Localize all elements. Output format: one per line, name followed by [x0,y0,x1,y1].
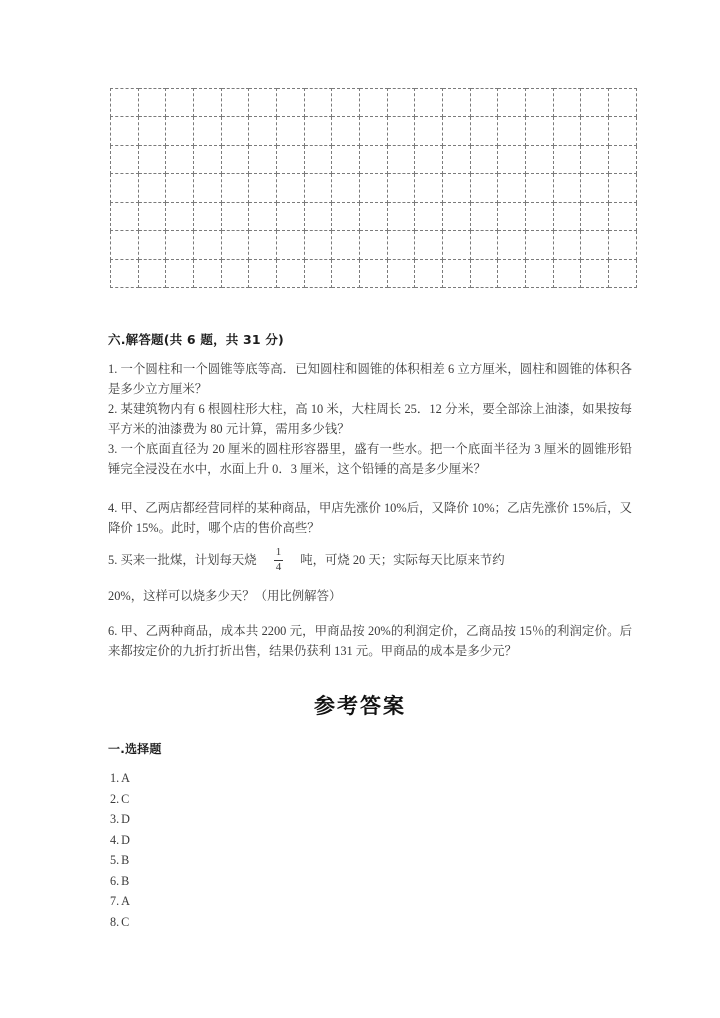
section-heading-one: 一.选择题 [108,742,162,756]
question-5 [108,545,632,607]
work-grid-cell [249,145,277,173]
work-grid-cell [526,202,554,230]
work-grid-cell [526,89,554,117]
work-grid-cell [249,231,277,259]
work-grid-cell [526,145,554,173]
work-grid-cell [332,259,360,287]
work-grid-cell [498,231,526,259]
answer-row [110,830,130,851]
work-grid-cell [609,174,637,202]
work-grid-cell [166,259,194,287]
work-grid-cell [332,202,360,230]
work-grid-cell [249,117,277,145]
answer-value: A [121,771,130,785]
work-grid-cell [498,117,526,145]
work-grid-cell [443,259,471,287]
work-grid-cell [138,117,166,145]
work-grid-cell [360,145,388,173]
answer-number: 6. [110,873,120,888]
work-grid-cell [443,145,471,173]
work-grid-cell [138,145,166,173]
answer-row [110,809,130,830]
work-grid-cell [111,174,139,202]
question-5-line-2: 20%，这样可以烧多少天？（用比例解答） [108,589,342,603]
work-grid-cell [138,174,166,202]
work-grid-cell [360,89,388,117]
work-grid-cell [443,89,471,117]
answer-value: C [121,791,130,806]
work-grid-cell [304,89,332,117]
work-grid-cell [221,231,249,259]
work-grid-cell [304,117,332,145]
work-grid-cell [470,89,498,117]
answer-number: 8. [110,914,120,929]
work-grid-cell [609,117,637,145]
work-grid-cell [221,259,249,287]
work-grid-cell [553,174,581,202]
work-grid-cell [221,174,249,202]
work-grid-cell [304,231,332,259]
answer-row [110,789,130,810]
work-grid-cell [111,145,139,173]
work-grid-cell [249,259,277,287]
work-grid-cell [526,117,554,145]
work-grid-cell [166,231,194,259]
work-grid-cell [360,231,388,259]
answer-value: B [121,853,130,867]
work-grid-cell [166,174,194,202]
work-grid-cell [194,231,222,259]
question-6: 6. 甲、乙两种商品，成本共 2200 元，甲商品按 20%的利润定价，乙商品按 15％的利润定价。后来都按定价的九折打折出售，结果仍获利 131 元。甲商品的成本是多少元？ [108,624,632,658]
question-2: 2. 某建筑物内有 6 根圆柱形大柱，高 10 米，大柱周长 25．12 分米，要全部涂上油漆，如果按每平方米的油漆费为 80 元计算，需用多少钱？ [108,402,632,436]
work-grid-cell [498,174,526,202]
answer-number: 3. [110,812,120,826]
work-grid-cell [553,117,581,145]
answer-value: A [121,894,130,908]
question-3: 3. 一个底面直径为 20 厘米的圆柱形容器里，盛有一些水。把一个底面半径为 3 厘米的圆锥形铅锤完全浸没在水中，水面上升 0．3 厘米，这个铅锤的高是多少厘米？ [108,442,632,476]
work-grid-cell [415,89,443,117]
work-grid-cell [166,89,194,117]
work-grid-cell [581,202,609,230]
work-grid-cell [498,202,526,230]
work-grid-cell [194,89,222,117]
work-grid-cell [249,174,277,202]
work-grid-cell [581,145,609,173]
work-grid-cell [526,231,554,259]
work-grid-cell [443,202,471,230]
work-grid-cell [498,259,526,287]
work-grid-cell [609,202,637,230]
work-grid-table [110,88,637,288]
work-grid-row [111,231,637,259]
answer-value: C [121,914,130,929]
work-grid-cell [609,231,637,259]
answer-work-grid [110,88,637,288]
work-grid-cell [138,89,166,117]
work-grid-cell [249,89,277,117]
work-grid-cell [277,202,305,230]
answer-value: D [121,812,130,826]
question-5-text-before: 5. 买来一批煤，计划每天烧 [108,553,257,567]
fraction-denominator: 4 [275,560,282,573]
work-grid-cell [304,202,332,230]
work-grid-cell [277,117,305,145]
work-grid-cell [553,259,581,287]
answer-number: 5. [110,853,120,867]
work-grid-cell [111,89,139,117]
work-grid-cell [526,174,554,202]
work-grid-cell [553,202,581,230]
work-grid-cell [332,145,360,173]
fraction-numerator: 1 [275,546,282,559]
work-grid-cell [443,117,471,145]
work-grid-cell [332,174,360,202]
answer-value: D [121,832,130,847]
work-grid-row [111,259,637,287]
fraction-one-quarter [273,547,285,573]
choice-answer-list [110,768,130,932]
answers-title: 参考答案 [314,694,406,718]
work-grid-cell [387,231,415,259]
work-grid-cell [332,89,360,117]
work-grid-cell [498,89,526,117]
work-grid-cell [194,202,222,230]
work-grid-cell [277,259,305,287]
work-grid-cell [166,117,194,145]
work-grid-cell [111,231,139,259]
work-grid-cell [553,231,581,259]
answer-row [110,871,130,892]
question-1: 1. 一个圆柱和一个圆锥等底等高．已知圆柱和圆锥的体积相差 6 立方厘米，圆柱和圆锥的体积各是多少立方厘米？ [108,362,632,396]
answer-row [110,912,130,933]
work-grid-cell [526,259,554,287]
work-grid-cell [360,259,388,287]
work-grid-cell [304,145,332,173]
work-grid-cell [415,117,443,145]
work-grid-cell [609,259,637,287]
work-grid-cell [138,202,166,230]
work-grid-cell [415,231,443,259]
answer-number: 7. [110,894,120,908]
work-grid-cell [470,145,498,173]
answer-number: 1. [110,771,120,785]
work-grid-cell [277,145,305,173]
work-grid-cell [277,174,305,202]
work-grid-cell [609,145,637,173]
work-grid-cell [304,259,332,287]
work-grid-cell [415,202,443,230]
answer-number: 4. [110,832,120,847]
work-grid-cell [166,202,194,230]
work-grid-cell [387,202,415,230]
work-grid-cell [111,117,139,145]
answer-row [110,768,130,789]
work-grid-cell [194,259,222,287]
work-grid-cell [553,89,581,117]
work-grid-cell [553,145,581,173]
work-grid-cell [470,259,498,287]
answer-row [110,891,130,912]
work-grid-cell [387,259,415,287]
work-grid-cell [609,89,637,117]
work-grid-cell [470,202,498,230]
work-grid-cell [194,174,222,202]
section-heading-six: 六.解答题(共 6 题，共 31 分) [108,332,284,347]
work-grid-cell [138,259,166,287]
work-grid-cell [387,174,415,202]
answer-number: 2. [110,791,120,806]
work-grid-cell [360,117,388,145]
work-grid-row [111,89,637,117]
work-grid-cell [360,174,388,202]
work-grid-row [111,145,637,173]
question-5-text-after: 吨，可烧 20 天；实际每天比原来节约 [300,553,505,567]
work-grid-cell [111,202,139,230]
work-grid-cell [304,174,332,202]
work-grid-cell [111,259,139,287]
work-grid-cell [387,89,415,117]
work-grid-cell [387,145,415,173]
work-grid-row [111,117,637,145]
work-grid-cell [166,145,194,173]
work-grid-cell [581,259,609,287]
question-5-line-1 [108,545,632,575]
work-grid-cell [194,117,222,145]
work-grid-cell [581,89,609,117]
answer-value: B [121,873,130,888]
work-grid-cell [581,117,609,145]
work-grid-cell [443,231,471,259]
work-grid-cell [581,231,609,259]
work-grid-cell [470,117,498,145]
work-grid-cell [332,231,360,259]
work-grid-cell [221,89,249,117]
work-grid-cell [138,231,166,259]
work-grid-row [111,202,637,230]
question-4: 4. 甲、乙两店都经营同样的某种商品，甲店先涨价 10%后，又降价 10%；乙店先涨价 15%后，又降价 15%。此时，哪个店的售价高些？ [108,501,632,535]
work-grid-cell [443,174,471,202]
work-grid-cell [277,231,305,259]
work-grid-cell [415,174,443,202]
work-grid-cell [194,145,222,173]
work-grid-cell [498,145,526,173]
answer-row [110,850,130,871]
work-grid-row [111,174,637,202]
work-grid-cell [581,174,609,202]
work-grid-cell [221,202,249,230]
work-grid-cell [360,202,388,230]
work-grid-cell [332,117,360,145]
work-grid-cell [415,145,443,173]
work-grid-cell [221,145,249,173]
work-grid-cell [415,259,443,287]
work-grid-cell [470,231,498,259]
work-grid-cell [249,202,277,230]
work-grid-cell [387,117,415,145]
work-grid-cell [221,117,249,145]
work-grid-cell [470,174,498,202]
work-grid-cell [277,89,305,117]
